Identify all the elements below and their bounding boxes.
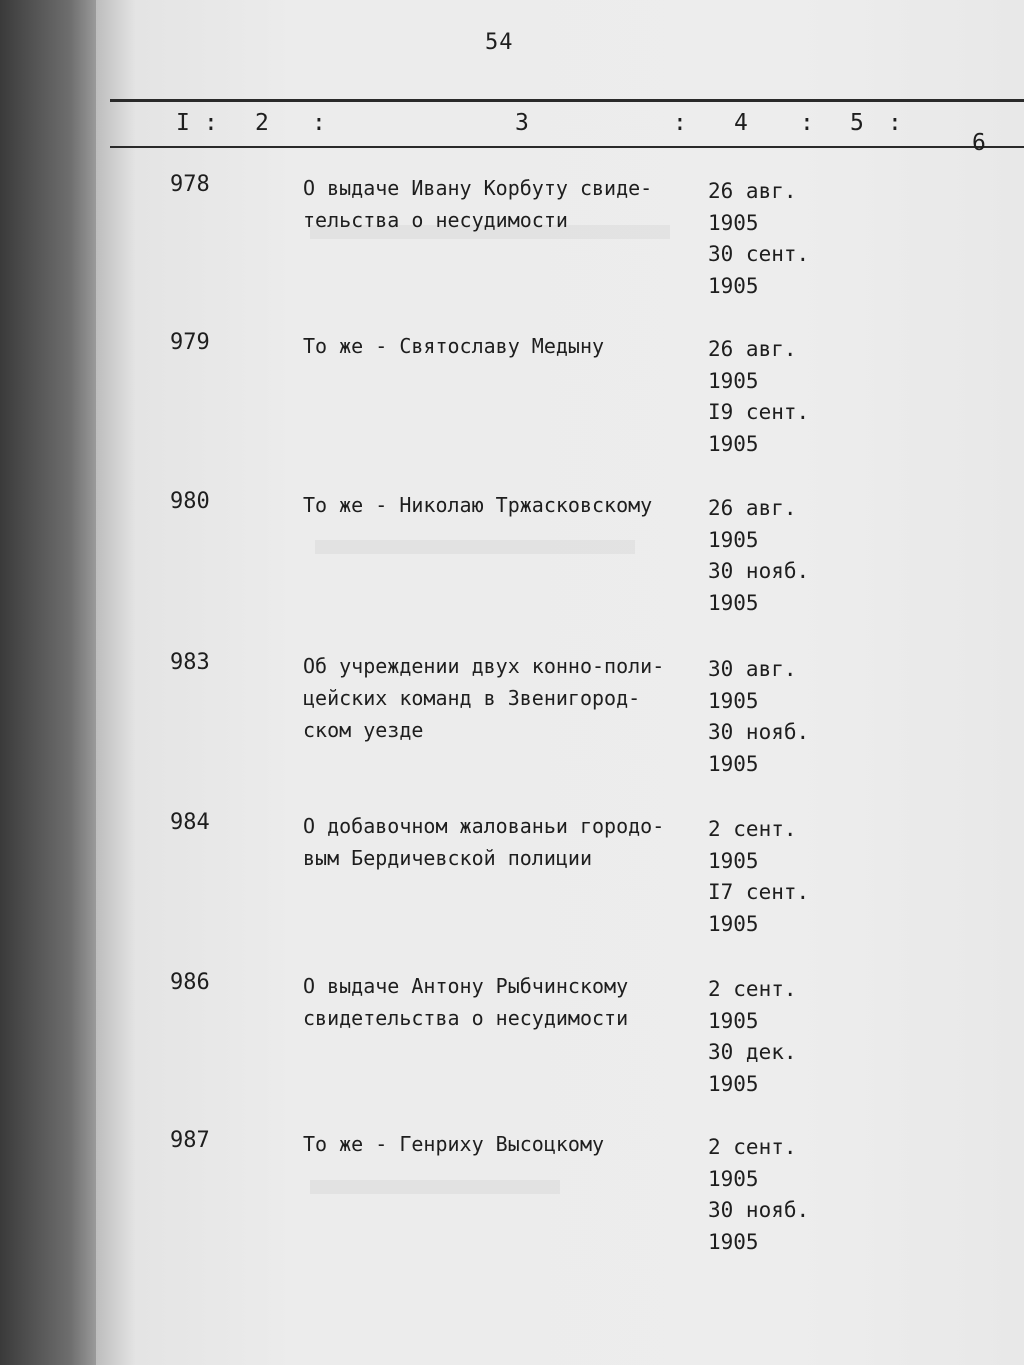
end-year: 1905 [708, 911, 759, 936]
end-date: I7 сент. [708, 880, 810, 904]
column-header-2: 2 [255, 110, 269, 136]
column-separator: : [800, 110, 814, 136]
entry-dates [708, 176, 848, 302]
column-header-6: 6 [972, 130, 986, 156]
entry-number: 983 [170, 650, 210, 675]
page-number: 54 [485, 30, 514, 55]
column-header-1: I [176, 110, 190, 136]
entry-dates [708, 1132, 848, 1258]
header-rule-top [110, 99, 1024, 102]
entry-number: 980 [170, 489, 210, 514]
start-date: 2 сент. [708, 817, 797, 841]
bleed-through-mark [310, 1180, 560, 1194]
column-separator: : [673, 110, 687, 136]
start-year: 1905 [708, 848, 759, 873]
start-date: 26 авг. [708, 337, 797, 361]
entry-number: 987 [170, 1128, 210, 1153]
start-date: 30 авг. [708, 657, 797, 681]
entry-title: О добавочном жалованьи городо- вым Бердичевской полиции [303, 814, 665, 870]
entry-number: 979 [170, 330, 210, 355]
end-date: I9 сент. [708, 400, 810, 424]
entry-number: 978 [170, 172, 210, 197]
end-year: 1905 [708, 590, 759, 615]
end-date: 30 нояб. [708, 1198, 810, 1222]
entry-number: 986 [170, 970, 210, 995]
bleed-through-mark [315, 540, 635, 554]
column-separator: : [204, 110, 218, 136]
entry-title: То же - Святославу Медыну [303, 334, 605, 358]
entry-dates [708, 814, 848, 940]
entry-number: 984 [170, 810, 210, 835]
end-year: 1905 [708, 431, 759, 456]
start-date: 26 авг. [708, 496, 797, 520]
entry-dates [708, 334, 848, 460]
entry-title: То же - Николаю Тржасковскому [303, 493, 653, 517]
column-separator: : [312, 110, 326, 136]
column-header-4: 4 [734, 110, 748, 136]
start-year: 1905 [708, 527, 759, 552]
column-separator: : [888, 110, 902, 136]
start-date: 26 авг. [708, 179, 797, 203]
entry-dates [708, 974, 848, 1100]
entry-dates [708, 654, 848, 780]
header-rule-bottom [110, 146, 1024, 148]
end-date: 30 нояб. [708, 559, 810, 583]
end-date: 30 нояб. [708, 720, 810, 744]
entry-title: О выдаче Антону Рыбчинскому свидетельства о несудимости [303, 974, 629, 1030]
previous-page-edge [0, 0, 96, 1365]
column-header-3: 3 [515, 110, 529, 136]
start-year: 1905 [708, 1008, 759, 1033]
start-year: 1905 [708, 1166, 759, 1191]
end-date: 30 сент. [708, 242, 810, 266]
end-year: 1905 [708, 1229, 759, 1254]
start-year: 1905 [708, 688, 759, 713]
end-date: 30 дек. [708, 1040, 797, 1064]
start-date: 2 сент. [708, 977, 797, 1001]
column-header-5: 5 [850, 110, 864, 136]
entry-dates [708, 493, 848, 619]
end-year: 1905 [708, 1071, 759, 1096]
end-year: 1905 [708, 751, 759, 776]
end-year: 1905 [708, 273, 759, 298]
entry-title: То же - Генриху Высоцкому [303, 1132, 605, 1156]
entry-title: Об учреждении двух конно-поли- цейских команд в Звенигород- ском уезде [303, 654, 665, 742]
start-year: 1905 [708, 368, 759, 393]
start-date: 2 сент. [708, 1135, 797, 1159]
entry-title: О выдаче Ивану Корбуту свиде- тельства о несудимости [303, 176, 653, 232]
start-year: 1905 [708, 210, 759, 235]
